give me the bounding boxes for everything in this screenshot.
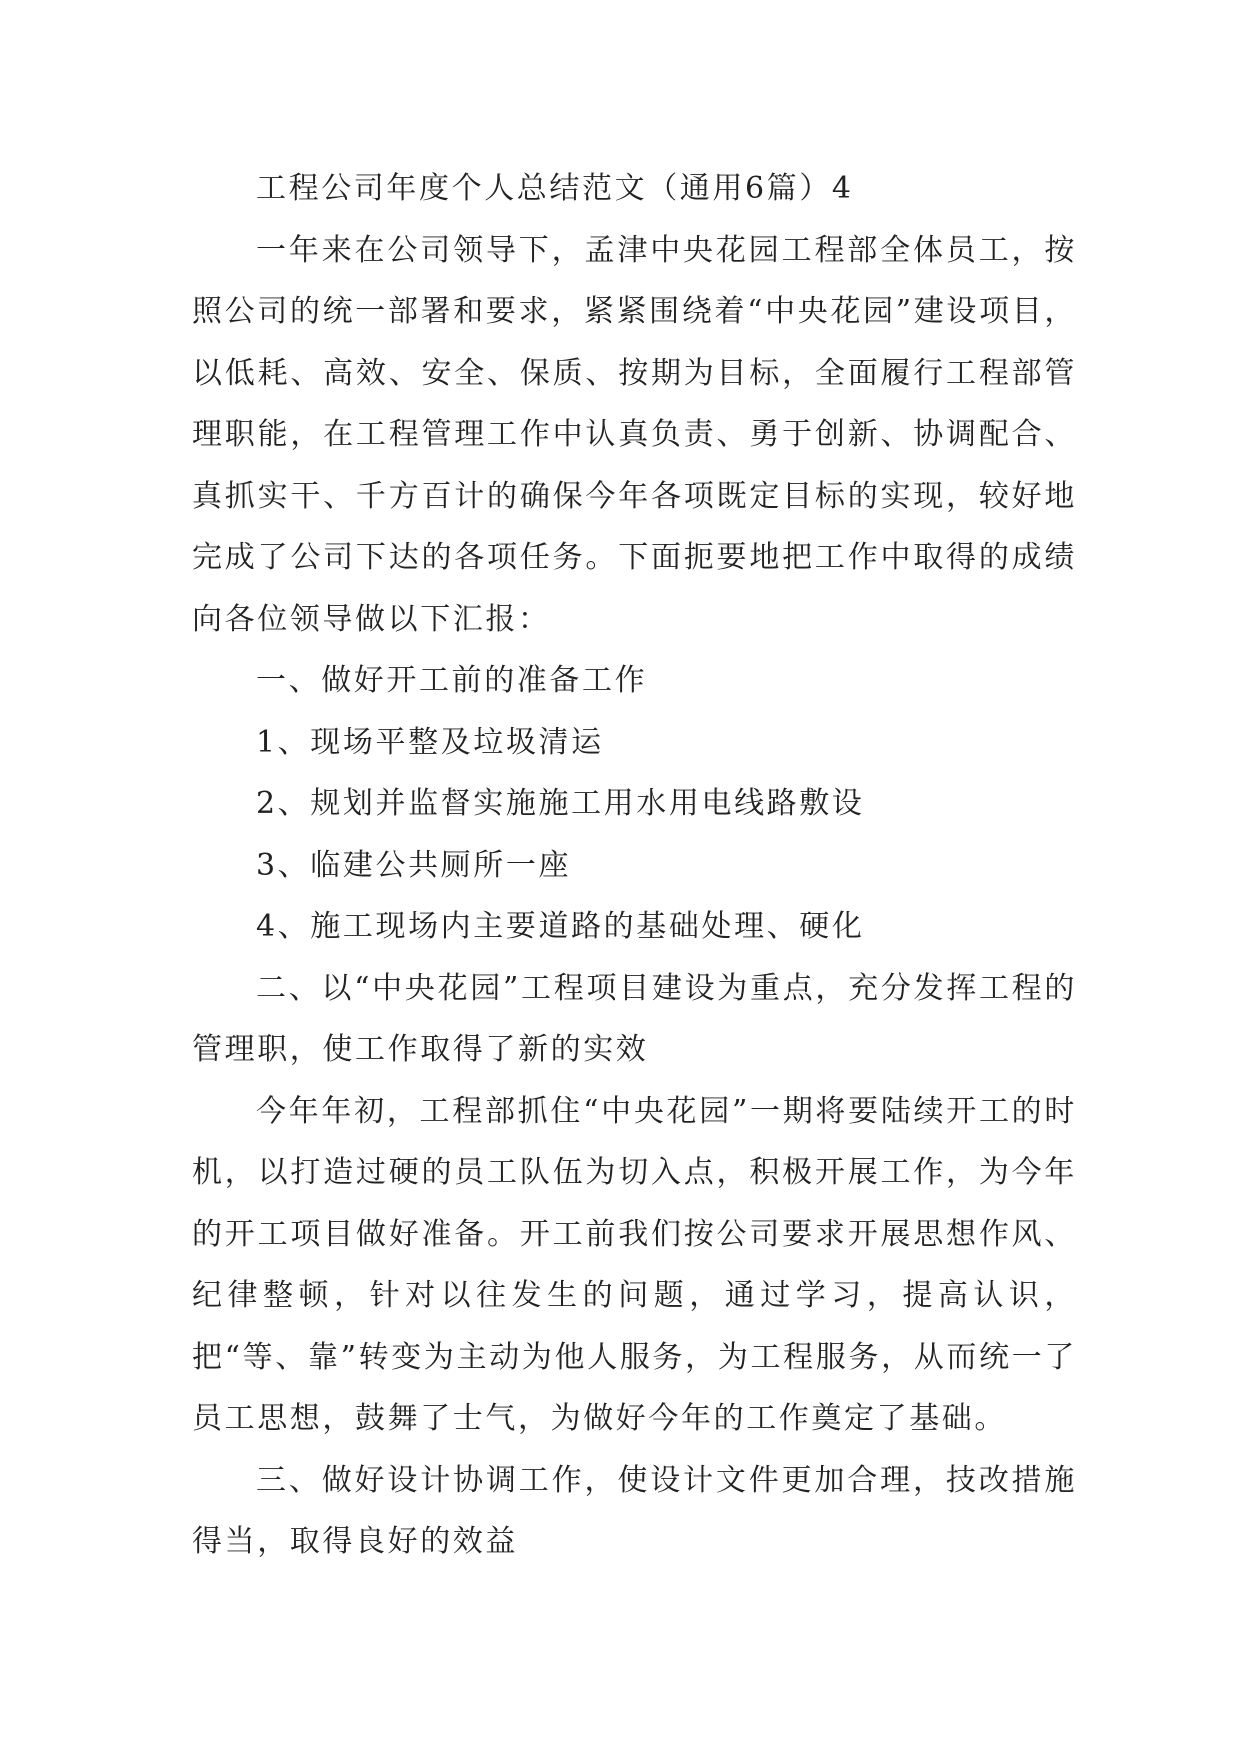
list-item-3: 3、临建公共厕所一座 xyxy=(256,847,572,883)
section-heading-1: 一、做好开工前的准备工作 xyxy=(256,663,648,698)
section-heading-3: 三、做好设计协调工作，使设计文件更加合理，技改措施得当，取得良好的效益 xyxy=(192,1462,1077,1559)
section-heading-2: 二、以“中央花园”工程项目建设为重点，充分发挥工程的管理职，使工作取得了新的实效 xyxy=(192,970,1077,1067)
document-body xyxy=(192,158,1077,1573)
list-item-4: 4、施工现场内主要道路的基础处理、硬化 xyxy=(256,909,865,944)
list-item-1: 1、现场平整及垃圾清运 xyxy=(256,724,604,760)
list-item-2: 2、规划并监督实施施工用水用电线路敷设 xyxy=(256,786,865,821)
paragraph-intro: 一年来在公司领导下，孟津中央花园工程部全体员工，按照公司的统一部署和要求，紧紧围绕着“中央花园”建设项目，以低耗、高效、安全、保质、按期为目标，全面履行工程部管理职能，在工程管理工作中认真负责、勇于创新、协调配合、真抓实干、千方百计的确保今年各项既定目标的实现，较好地完成了公司下达的各项任务。下面扼要地把工作中取得的成绩向各位领导做以下汇报： xyxy=(192,232,1077,637)
document-title: 工程公司年度个人总结范文（通用6篇）4 xyxy=(256,171,854,206)
paragraph-body: 今年年初，工程部抓住“中央花园”一期将要陆续开工的时机，以打造过硬的员工队伍为切入点，积极开展工作，为今年的开工项目做好准备。开工前我们按公司要求开展思想作风、纪律整顿，针对以往发生的问题，通过学习，提高认识，把“等、靠”转变为主动为他人服务，为工程服务，从而统一了员工思想，鼓舞了士气，为做好今年的工作奠定了基础。 xyxy=(192,1093,1077,1436)
